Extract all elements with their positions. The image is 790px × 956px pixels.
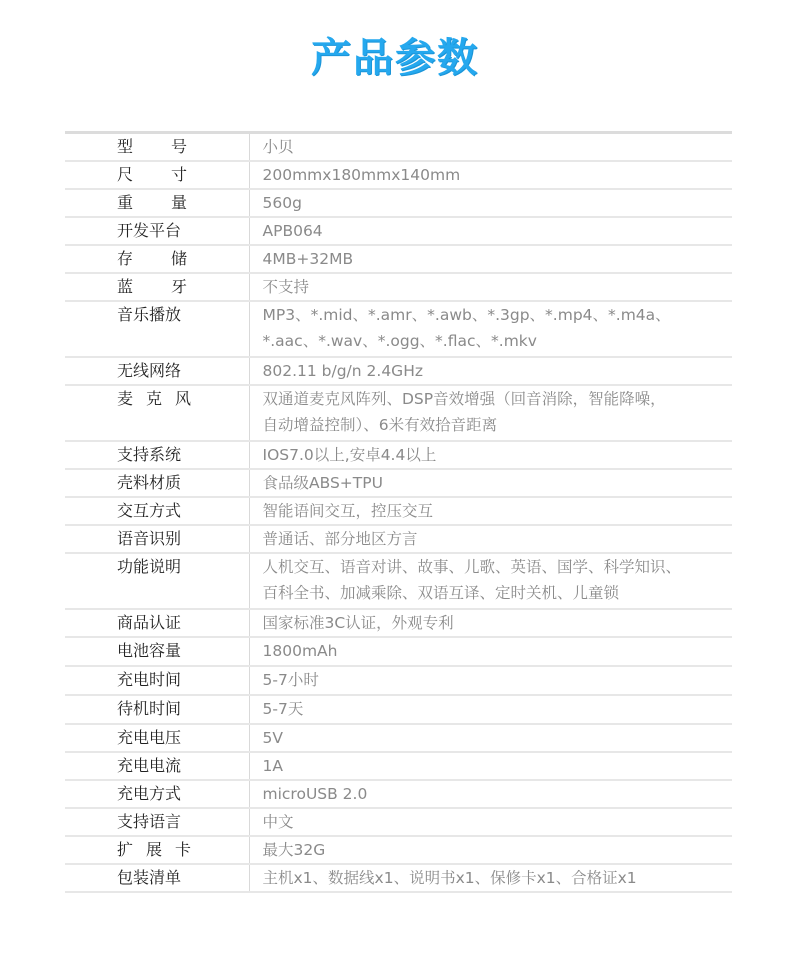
spec-value-line: MP3、*.mid、*.amr、*.awb、*.3gp、*.mp4、*.m4a、	[262, 306, 671, 324]
spec-row-language	[65, 808, 732, 836]
spec-label: 扩展卡	[65, 836, 249, 864]
spec-value: 802.11 b/g/n 2.4GHz	[249, 357, 732, 385]
spec-label: 壳料材质	[65, 469, 249, 497]
spec-label: 功能说明	[65, 553, 249, 609]
spec-row-os	[65, 441, 732, 469]
spec-label: 蓝牙	[65, 273, 249, 301]
spec-row-interaction	[65, 497, 732, 525]
spec-row-package	[65, 864, 732, 892]
spec-value-line: *.aac、*.wav、*.ogg、*.flac、*.mkv	[262, 332, 537, 350]
spec-label: 支持系统	[65, 441, 249, 469]
spec-label: 无线网络	[65, 357, 249, 385]
spec-row-bluetooth	[65, 273, 732, 301]
spec-value-line: 人机交互、语音对讲、故事、儿歌、英语、国学、科学知识、	[262, 558, 682, 576]
spec-value	[249, 301, 732, 357]
spec-label: 开发平台	[65, 217, 249, 245]
spec-value: 5-7小时	[249, 666, 732, 695]
spec-label: 尺寸	[65, 161, 249, 189]
spec-value	[249, 385, 732, 441]
spec-value: 食品级ABS+TPU	[249, 469, 732, 497]
spec-row-battery	[65, 637, 732, 666]
spec-label: 型号	[65, 133, 249, 162]
spec-label: 充电电压	[65, 724, 249, 752]
spec-row-weight	[65, 189, 732, 217]
spec-row-model	[65, 133, 732, 162]
spec-value: microUSB 2.0	[249, 780, 732, 808]
spec-row-expansion	[65, 836, 732, 864]
page-title: 产品参数	[311, 35, 479, 81]
spec-value: 560g	[249, 189, 732, 217]
spec-label: 充电时间	[65, 666, 249, 695]
spec-label: 音乐播放	[65, 301, 249, 357]
spec-label: 支持语言	[65, 808, 249, 836]
spec-value: 5-7天	[249, 695, 732, 724]
spec-label: 存储	[65, 245, 249, 273]
spec-value-line: 百科全书、加减乘除、双语互译、定时关机、儿童锁	[262, 584, 620, 602]
spec-label: 商品认证	[65, 609, 249, 637]
spec-row-size	[65, 161, 732, 189]
spec-label: 麦克风	[65, 385, 249, 441]
spec-row-charge-method	[65, 780, 732, 808]
spec-value: 1A	[249, 752, 732, 780]
spec-label: 交互方式	[65, 497, 249, 525]
spec-label: 充电方式	[65, 780, 249, 808]
spec-value: 5V	[249, 724, 732, 752]
spec-row-current	[65, 752, 732, 780]
spec-row-certification	[65, 609, 732, 637]
spec-row-music	[65, 301, 732, 357]
spec-label: 语音识别	[65, 525, 249, 553]
spec-value: IOS7.0以上,安卓4.4以上	[249, 441, 732, 469]
spec-value	[249, 553, 732, 609]
spec-row-wifi	[65, 357, 732, 385]
spec-value: 国家标准3C认证，外观专利	[249, 609, 732, 637]
spec-value: 智能语间交互，控压交互	[249, 497, 732, 525]
spec-label: 电池容量	[65, 637, 249, 666]
spec-row-features	[65, 553, 732, 609]
spec-value: 200mmx180mmx140mm	[249, 161, 732, 189]
spec-value: APB064	[249, 217, 732, 245]
spec-label: 待机时间	[65, 695, 249, 724]
spec-table	[65, 131, 732, 893]
spec-label: 重量	[65, 189, 249, 217]
spec-row-material	[65, 469, 732, 497]
spec-value: 1800mAh	[249, 637, 732, 666]
spec-row-standby	[65, 695, 732, 724]
spec-value: 小贝	[249, 133, 732, 162]
spec-value: 主机x1、数据线x1、说明书x1、保修卡x1、合格证x1	[249, 864, 732, 892]
spec-row-storage	[65, 245, 732, 273]
spec-value: 普通话、部分地区方言	[249, 525, 732, 553]
spec-label: 包装清单	[65, 864, 249, 892]
spec-row-charge-time	[65, 666, 732, 695]
spec-value-line: 自动增益控制）、6米有效拾音距离	[262, 416, 498, 434]
spec-row-speech	[65, 525, 732, 553]
spec-value: 不支持	[249, 273, 732, 301]
spec-label: 充电电流	[65, 752, 249, 780]
spec-value-line: 双通道麦克风阵列、DSP音效增强（回音消除，智能降噪，	[262, 390, 666, 408]
spec-value: 中文	[249, 808, 732, 836]
spec-row-voltage	[65, 724, 732, 752]
spec-row-microphone	[65, 385, 732, 441]
spec-value: 最大32G	[249, 836, 732, 864]
spec-value: 4MB+32MB	[249, 245, 732, 273]
spec-row-platform	[65, 217, 732, 245]
